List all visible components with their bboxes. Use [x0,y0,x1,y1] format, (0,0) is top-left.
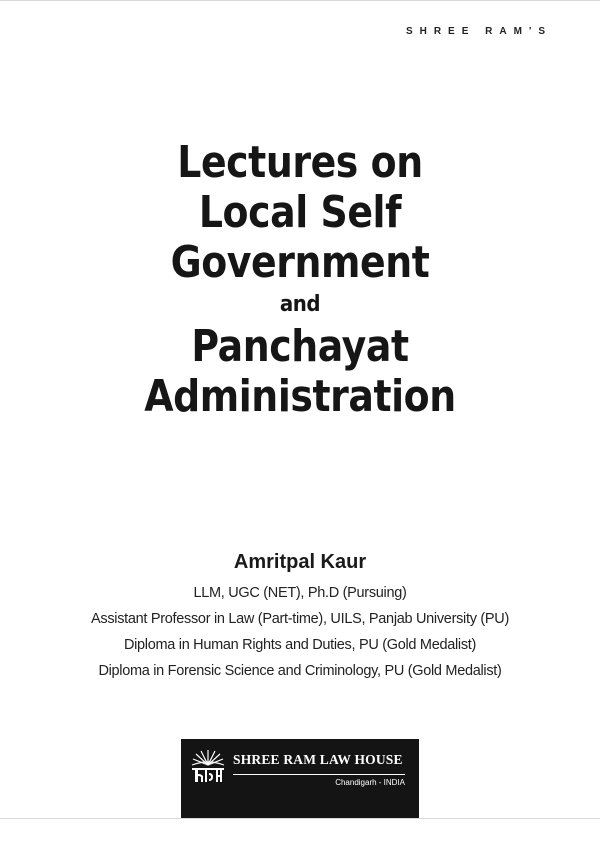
publisher-emblem-icon [189,749,227,789]
author-credential: Diploma in Forensic Science and Criminology, PU (Gold Medalist) [98,663,502,679]
author-name: Amritpal Kaur [233,551,367,573]
publisher-divider [233,774,405,775]
series-label: SHREE RAM'S [405,26,552,37]
top-border-line [0,0,600,1]
publisher-name: SHREE RAM LAW HOUSE [233,752,403,767]
title-line-1: Lectures on [177,137,423,188]
publisher-logo [181,739,419,818]
author-credential: LLM, UGC (NET), Ph.D (Pursuing) [193,585,407,601]
title-line-6: Administration [144,371,456,422]
author-credential: Assistant Professor in Law (Part-time), UILS, Panjab University (PU) [91,611,509,627]
book-title [0,138,600,422]
author-credential: Diploma in Human Rights and Duties, PU (Gold Medalist) [123,637,477,653]
title-line-4: and [279,292,321,317]
author-block [0,548,600,684]
title-line-3: Government [170,237,430,288]
title-line-2: Local Self [198,187,402,238]
bottom-border-line [0,818,600,819]
title-line-5: Panchayat [191,321,409,372]
publisher-place: Chandigarh - INDIA [335,778,405,787]
